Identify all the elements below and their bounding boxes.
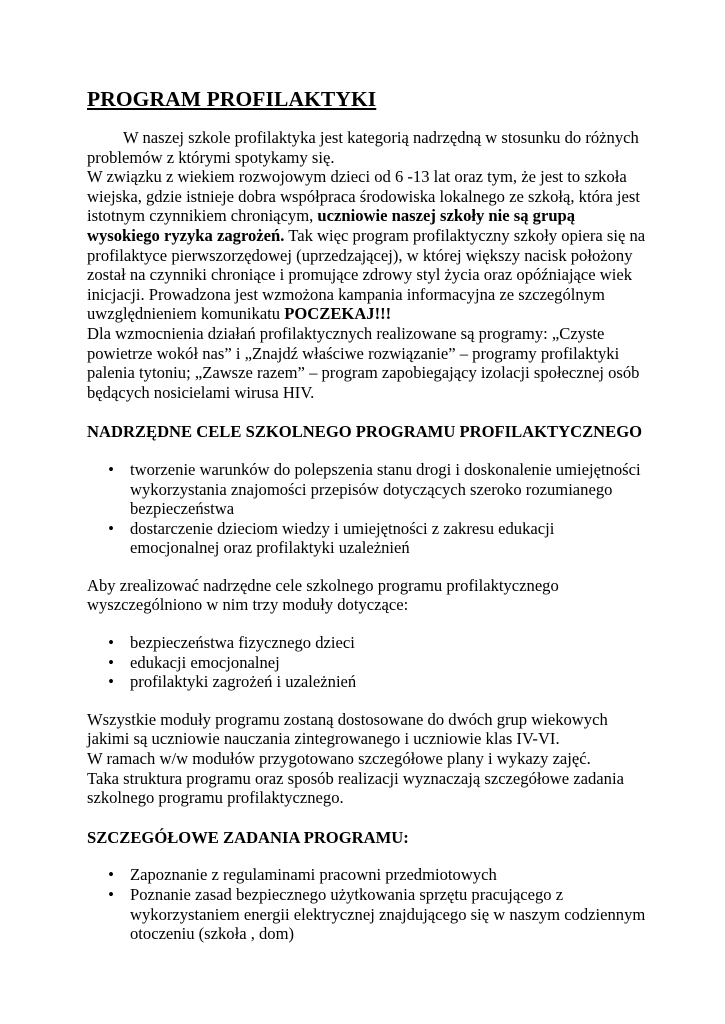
list-item [87,519,647,558]
list-item-text: edukacji emocjonalnej [130,652,280,672]
bullet-icon: • [108,672,114,692]
list-item-text: bezpieczeństwa fizycznego dzieci [130,633,355,653]
intro-paragraph-3: Dla wzmocnienia działań profilaktycznych realizowane są programy: „Czyste powietrze wokół nas” i „Znajdź właściwe rozwiązanie” – programy profilaktyki palenia tytoniu; „Zawsze razem” – program zapobiegający izolacji społecznej osób będących nosicielami wirusa HIV. [87,323,640,402]
bullet-icon: • [108,633,114,653]
bullet-icon: • [108,518,114,538]
intro-paragraph-2 [87,167,647,324]
intro-emphasis: uczniowie naszej szkoły nie są grupą wysokiego ryzyka zagrożeń. [87,206,576,245]
list-item [87,885,647,944]
list-item-text: Poznanie zasad bezpiecznego użytkowania sprzętu pracującego z wykorzystaniem energii elektrycznej znajdującego się w naszym codziennym otoczeniu (szkoła , dom) [130,885,646,944]
goals-list [87,460,647,558]
section-heading-tasks: SZCZEGÓŁOWE ZADANIA PROGRAMU: [87,827,409,847]
page-title: PROGRAM PROFILAKTYKI [87,87,377,111]
bullet-icon: • [108,865,114,885]
list-item [87,460,647,519]
tasks-list [87,865,647,943]
list-item [87,633,647,653]
bullet-icon: • [108,885,114,904]
intro-campaign-name: POCZEKAJ!!! [284,304,392,324]
section-heading-goals: NADRZĘDNE CELE SZKOLNEGO PROGRAMU PROFILAKTYCZNEGO [87,422,643,442]
age-groups-paragraph: Wszystkie moduły programu zostaną dostosowane do dwóch grup wiekowych jakimi są uczniowie nauczania zintegrowanego i uczniowie klas IV-VI. [87,709,608,749]
plans-paragraph: W ramach w/w modułów przygotowano szczegółowe plany i wykazy zajęć. [87,749,591,769]
intro-text-c: Tak więc program profilaktyczny szkoły opiera się na profilaktyce pierwszorzędowej (uprzedzającej), w której większy nacisk położony został na czynniki chroniące i promujące zdrowy styl życia oraz opóźniające wiek inicjacji. Prowadzona jest wzmożona kampania informacyjna ze szczególnym uwzględnieniem komunikatu [87,225,646,324]
modules-intro-paragraph: Aby zrealizować nadrzędne cele szkolnego programu profilaktycznego wyszczególniono w nim trzy moduły dotyczące: [87,575,559,615]
intro-paragraph-1: W naszej szkole profilaktyka jest kategorią nadrzędną w stosunku do różnych problemów z którymi spotykamy się. [87,128,639,167]
bullet-icon: • [108,459,114,479]
list-item-text: dostarczenie dzieciom wiedzy i umiejętności z zakresu edukacji emocjonalnej oraz profilaktyki uzależnień [130,518,555,558]
list-item [87,865,647,885]
intro-text-a: W związku z wiekiem rozwojowym dzieci od 6 -13 lat oraz tym, że jest to szkoła wiejska, gdzie istnieje dobra współpraca środowiska lokalnego ze szkołą, która jest istotnym czynnikiem chroniącym, [87,167,640,226]
list-item [87,653,647,673]
structure-paragraph: Taka struktura programu oraz sposób realizacji wyznaczają szczegółowe zadania szkolnego programu profilaktycznego. [87,768,624,808]
list-item [87,672,647,692]
list-item-text: tworzenie warunków do polepszenia stanu drogi i doskonalenie umiejętności wykorzystania znajomości przepisów dotyczących szeroko rozumianego bezpieczeństwa [130,459,641,519]
list-item-text: Zapoznanie z regulaminami pracowni przedmiotowych [130,865,497,885]
modules-list [87,633,647,692]
document-body [87,86,647,944]
list-item-text: profilaktyki zagrożeń i uzależnień [130,672,357,692]
bullet-icon: • [108,652,114,672]
